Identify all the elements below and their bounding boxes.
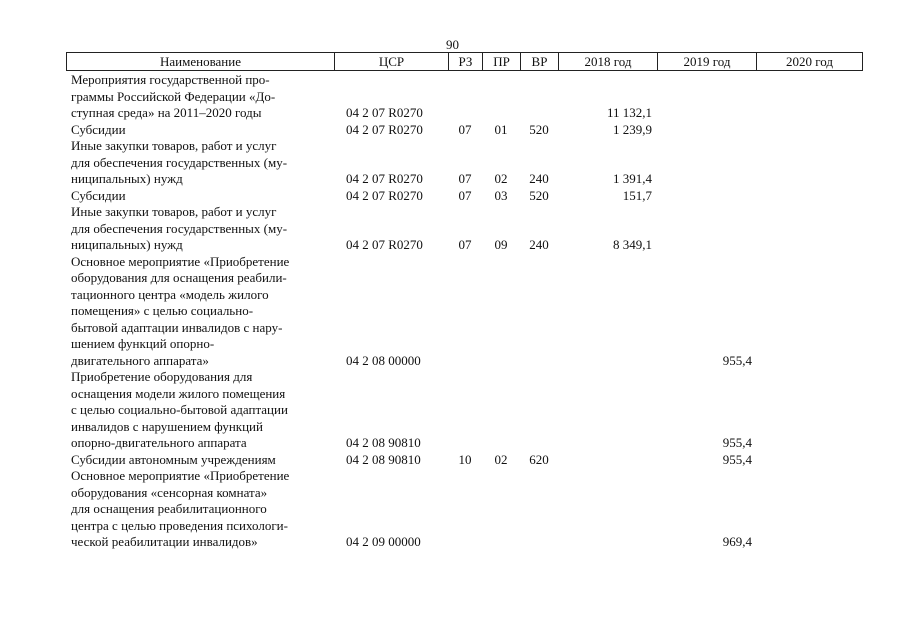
row-rz: 07 xyxy=(458,237,472,252)
row-name-line: центра с целью проведения психологи- xyxy=(71,517,288,533)
row-csr: 04 2 07 R0270 xyxy=(346,105,423,120)
table-row xyxy=(0,72,905,122)
row-pr: 01 xyxy=(494,121,508,137)
row-rz: 07 xyxy=(458,187,472,203)
row-name-line: Основное мероприятие «Приобретение xyxy=(71,253,290,269)
row-csr: 04 2 09 00000 xyxy=(346,534,421,549)
table-row xyxy=(0,204,905,254)
row-vr: 240 xyxy=(529,237,549,252)
row-csr: 04 2 08 90810 xyxy=(346,451,421,467)
table-row xyxy=(0,452,905,469)
row-rz: 07 xyxy=(458,171,472,186)
header-2019: 2019 год xyxy=(657,52,756,71)
row-name xyxy=(71,204,326,254)
row-y2019: 955,4 xyxy=(722,352,752,368)
row-name-line: ниципальных) нужд xyxy=(71,171,183,186)
row-name-line: Мероприятия государственной про- xyxy=(71,72,270,87)
row-name-line: Приобретение оборудования для xyxy=(71,369,253,384)
row-y2018: 8 349,1 xyxy=(613,237,652,252)
row-name xyxy=(71,452,326,469)
row-name-line: Субсидии xyxy=(71,121,126,137)
row-name-line: Иные закупки товаров, работ и услуг xyxy=(71,138,277,153)
row-csr: 04 2 07 R0270 xyxy=(346,187,423,203)
row-name-line: Субсидии xyxy=(71,187,126,203)
row-name-line: бытовой адаптации инвалидов с нару- xyxy=(71,319,283,335)
row-pr: 02 xyxy=(494,451,508,467)
row-name-line: шением функций опорно- xyxy=(71,336,215,351)
table-body xyxy=(0,72,905,551)
row-name-line: Иные закупки товаров, работ и услуг xyxy=(71,204,277,219)
row-name-line: оснащения модели жилого помещения xyxy=(71,385,286,401)
header-2020: 2020 год xyxy=(756,52,863,71)
row-y2019: 955,4 xyxy=(722,451,752,467)
row-vr: 520 xyxy=(529,187,549,203)
row-name-line: для оснащения реабилитационного xyxy=(71,501,267,516)
row-name-line: ступная среда» на 2011–2020 годы xyxy=(71,105,262,120)
row-csr: 04 2 07 R0270 xyxy=(346,171,423,186)
row-csr: 04 2 08 90810 xyxy=(346,435,421,450)
row-name xyxy=(71,138,326,188)
header-rz: РЗ xyxy=(448,52,482,71)
table-row xyxy=(0,188,905,205)
row-name-line: для обеспечения государственных (му- xyxy=(71,220,288,236)
row-name xyxy=(71,254,326,370)
header-2018: 2018 год xyxy=(558,52,657,71)
header-name: Наименование xyxy=(66,52,334,71)
table-row xyxy=(0,122,905,139)
row-y2018: 151,7 xyxy=(622,187,652,203)
row-y2019: 969,4 xyxy=(722,534,752,549)
header-pr: ПР xyxy=(482,52,520,71)
row-name-line: оборудования «сенсорная комната» xyxy=(71,484,268,500)
row-pr: 03 xyxy=(494,187,508,203)
row-name-line: Основное мероприятие «Приобретение xyxy=(71,468,290,483)
row-name-line: для обеспечения государственных (му- xyxy=(71,154,288,170)
row-name-line: граммы Российской Федерации «До- xyxy=(71,88,276,104)
table-row xyxy=(0,138,905,188)
row-name xyxy=(71,188,326,205)
table-header xyxy=(0,52,905,72)
row-vr: 520 xyxy=(529,121,549,137)
row-name-line: ческой реабилитации инвалидов» xyxy=(71,534,258,549)
header-vr: ВР xyxy=(520,52,558,71)
row-rz: 07 xyxy=(458,121,472,137)
row-name-line: опорно-двигательного аппарата xyxy=(71,435,247,450)
row-vr: 620 xyxy=(529,451,549,467)
row-name-line: двигательного аппарата» xyxy=(71,352,209,368)
row-name xyxy=(71,369,326,452)
row-csr: 04 2 07 R0270 xyxy=(346,237,423,252)
row-pr: 02 xyxy=(494,171,508,186)
table-row xyxy=(0,369,905,452)
row-y2019: 955,4 xyxy=(722,435,752,450)
row-pr: 09 xyxy=(494,237,508,252)
row-name xyxy=(71,468,326,551)
row-y2018: 1 391,4 xyxy=(613,171,652,186)
row-name-line: помещения» с целью социально- xyxy=(71,303,254,318)
row-y2018: 1 239,9 xyxy=(613,121,652,137)
row-name-line: с целью социально-бытовой адаптации xyxy=(71,402,288,417)
row-csr: 04 2 08 00000 xyxy=(346,352,421,368)
table-row xyxy=(0,254,905,370)
row-y2018: 11 132,1 xyxy=(606,105,652,120)
page-number: 90 xyxy=(446,37,459,52)
row-name-line: ниципальных) нужд xyxy=(71,237,183,252)
row-name-line: Субсидии автономным учреждениям xyxy=(71,451,276,467)
row-rz: 10 xyxy=(458,451,472,467)
row-name-line: оборудования для оснащения реабили- xyxy=(71,270,287,285)
row-vr: 240 xyxy=(529,171,549,186)
row-name-line: тационного центра «модель жилого xyxy=(71,286,269,302)
row-name-line: инвалидов с нарушением функций xyxy=(71,418,263,434)
row-csr: 04 2 07 R0270 xyxy=(346,121,423,137)
row-name xyxy=(71,72,326,122)
row-name xyxy=(71,122,326,139)
table-row xyxy=(0,468,905,551)
header-csr: ЦСР xyxy=(334,52,448,71)
